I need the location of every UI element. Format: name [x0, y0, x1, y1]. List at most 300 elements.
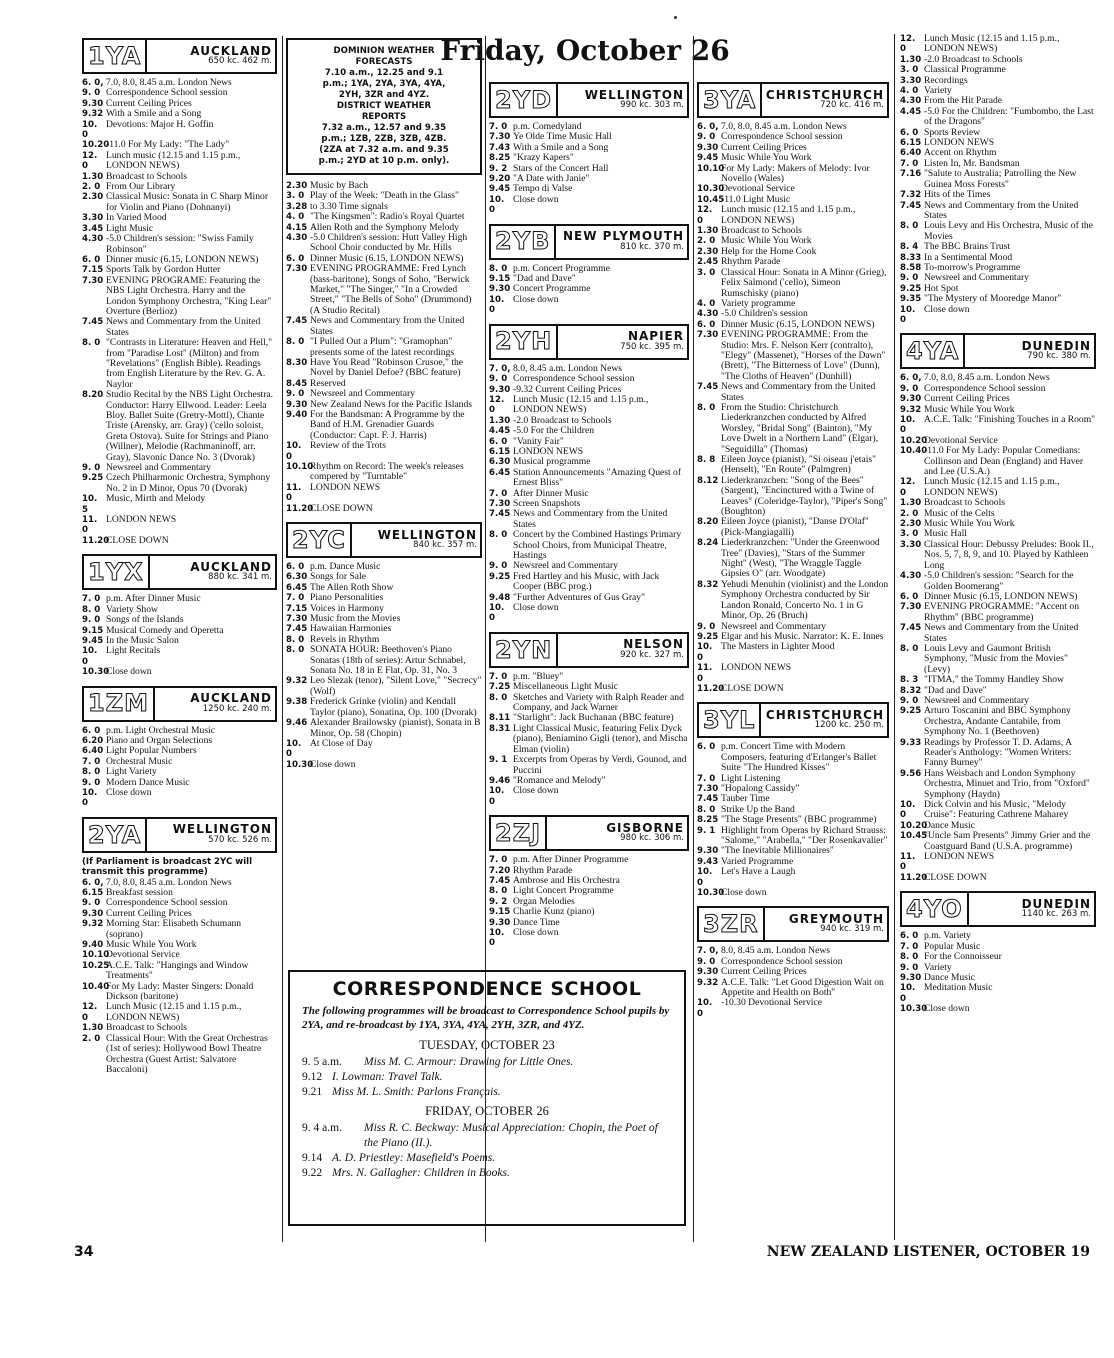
programme-time: 3.30: [900, 75, 922, 86]
programme-text: "A Date with Janie": [513, 173, 590, 185]
programme-item: [286, 760, 482, 770]
programme-item: [82, 615, 277, 625]
programme-time: 10.30: [82, 667, 110, 678]
station-city: CHRISTCHURCH: [765, 87, 884, 102]
programme-time: 8.11: [489, 713, 511, 724]
programme-item: [82, 276, 277, 318]
programme-text: 8.0, 8.45 a.m. London News: [721, 945, 830, 957]
programme-text: Popular Music: [924, 940, 981, 952]
programme-time: 8.58: [900, 262, 922, 273]
programme-item: [82, 151, 277, 172]
programme-time: 7. 0: [286, 593, 305, 604]
station-frequency: 880 kc. 341 m.: [208, 572, 272, 583]
programme-time: 2. 0: [82, 182, 101, 193]
programme-time: 7.45: [697, 382, 719, 393]
station-2ya: [82, 817, 277, 1076]
correspondence-time: 9.22: [302, 1167, 323, 1179]
programme-text: Leo Slezak (tenor), "Silent Love," "Secrecy" (Wolf): [310, 675, 482, 697]
programme-text: Miscellaneous Light Music: [513, 681, 618, 693]
station-call-sign: 2YA: [84, 819, 147, 851]
station-header: [697, 702, 889, 738]
station-2yh: [489, 324, 689, 624]
programme-text: News and Commentary from the United States: [924, 622, 1079, 644]
programme-text: Close down: [513, 785, 559, 797]
programme-time: 7.45: [900, 623, 922, 634]
programme-text: At Close of Day: [310, 737, 373, 749]
programme-item: [286, 264, 482, 316]
station-3yl: [697, 702, 889, 898]
programme-time: 8.45: [286, 378, 308, 389]
programme-item: [489, 928, 689, 949]
programme-text: Voices in Harmony: [310, 602, 384, 614]
programme-time: 10.30: [286, 759, 314, 770]
programme-time: 4.45: [489, 426, 511, 437]
programme-item: [286, 676, 482, 697]
station-city: AUCKLAND: [190, 691, 272, 706]
station-city: AUCKLAND: [190, 559, 272, 574]
programme-text: Broadcast to Schools: [106, 170, 188, 182]
programme-time: 10.20: [900, 820, 928, 831]
programme-text: A.C.E. Talk: "Let Good Digestion Wait on Appetite and Health on Both": [721, 976, 884, 999]
station-city: WELLINGTON: [172, 822, 272, 837]
programme-text: Lunch Music (12.15 and 1.15 p.m., LONDON NEWS): [106, 1001, 242, 1023]
programme-text: Devotional Service: [721, 183, 795, 195]
programme-item: [697, 538, 889, 580]
programme-time: 9.32: [82, 919, 104, 930]
programme-time: 6.30: [286, 572, 308, 583]
programme-time: 11. 0: [82, 515, 98, 536]
programme-item: [697, 684, 889, 694]
column-2: [286, 36, 482, 770]
programme-time: 9.30: [900, 972, 922, 983]
station-frequency: 1140 kc. 263 m.: [1021, 909, 1091, 920]
programme-text: Review of the Trots: [310, 440, 386, 452]
programme-item: [489, 426, 689, 436]
programme-item: [900, 623, 1096, 644]
programme-item: [697, 164, 889, 185]
programme-text: "The Inevitable Millionaires": [721, 845, 834, 857]
programme-item: [900, 305, 1096, 326]
programme-time: 8. 0: [286, 337, 305, 348]
programme-time: 10.30: [900, 1004, 928, 1015]
station-frequency: 940 kc. 319 m.: [820, 924, 884, 935]
programme-time: 9.46: [286, 718, 308, 729]
programme-time: 9. 0: [697, 621, 716, 632]
programme-time: 7. 0: [489, 122, 508, 132]
programme-text: Listen In, Mr. Bandsman: [924, 157, 1020, 169]
programme-time: 10. 0: [489, 927, 505, 949]
programme-text: Breakfast session: [106, 887, 173, 898]
programme-time: 9.45: [82, 635, 104, 646]
programme-text: Classical Music: Sonata in C Sharp Minor for Violin and Piano (Dohnanyi): [106, 191, 269, 213]
programme-text: With a Smile and a Song: [513, 141, 609, 153]
programme-text: p.m. After Dinner Programme: [513, 854, 629, 866]
programme-time: 9. 0: [82, 777, 101, 788]
programme-item: [82, 646, 277, 667]
programme-text: "Salute to Australia; Patrolling the New Guinea Moss Forests": [924, 168, 1077, 190]
programme-time: 8. 0: [82, 338, 101, 349]
programme-text: From Our Library: [106, 181, 176, 193]
correspondence-item: [302, 1151, 672, 1166]
programme-time: 9.32: [697, 977, 719, 988]
programme-text: Piano and Organ Selections: [106, 734, 213, 746]
column-rule: [894, 34, 895, 1240]
station-3zr-continued: [900, 34, 1096, 325]
programme-item: [82, 982, 277, 1003]
programme-text: Correspondence School session: [721, 131, 843, 143]
station-city: DUNEDIN: [1021, 338, 1091, 353]
correspondence-talk: I. Lowman: Travel Talk.: [332, 1071, 443, 1083]
print-speck: [674, 16, 677, 19]
programme-item: [900, 800, 1096, 821]
programme-time: 10.10: [697, 163, 725, 174]
programme-text: From the Hit Parade: [924, 95, 1003, 107]
programme-item: [900, 415, 1096, 436]
station-header-right: [965, 335, 1094, 367]
programme-time: 10. 0: [900, 304, 916, 325]
station-header: [489, 224, 689, 260]
programme-text: Songs for Sale: [310, 571, 366, 583]
programme-time: 9. 0: [697, 132, 716, 143]
correspondence-intro: The following programmes will be broadcast to Correspondence School pupils by 2YA, and re-broadcast by 1YA, 3YA, 4YA, 2YH, 3ZR, and 4YZ.: [302, 1005, 670, 1031]
programme-time: 7.45: [489, 875, 511, 886]
programme-item: [900, 107, 1096, 128]
station-header-right: [762, 84, 887, 116]
programme-time: 8.12: [697, 475, 719, 486]
station-3ya: [697, 82, 889, 694]
programme-time: 10. 0: [697, 642, 713, 663]
column-rule: [693, 36, 694, 1242]
programme-time: 9.30: [82, 98, 104, 109]
programme-item: [82, 494, 277, 515]
programme-time: 4.30: [82, 234, 104, 245]
correspondence-day-items: [302, 1121, 672, 1181]
programme-text: Music Hall: [924, 528, 967, 540]
programme-time: 10.25: [82, 960, 110, 971]
correspondence-school-box: [288, 970, 686, 1226]
programme-item: [900, 873, 1096, 883]
programme-item: [286, 645, 482, 676]
programme-time: 4.30: [900, 571, 922, 582]
programme-time: 7. 0: [82, 594, 101, 605]
station-2yc: [286, 522, 482, 770]
programme-text: Frederick Grinke (violin) and Kendall Taylor (piano), Sonatina, Op. 100 (Dvorak): [310, 696, 477, 718]
programme-time: 8.24: [697, 538, 719, 549]
programme-item: [900, 221, 1096, 242]
programme-item: [82, 919, 277, 940]
programme-text: From the Studio: Christchurch Liederkranzchen conducted by Alfred Worsley, "Bridal Song" (Bainton), "My Love Dwelt in a Northern Land" (Elgar), "Seguidilla" (Thomas): [721, 401, 879, 455]
programme-time: 4.30: [286, 233, 308, 244]
programme-time: 7.45: [697, 794, 719, 805]
station-header: [489, 815, 689, 851]
station-city: DUNEDIN: [1021, 896, 1091, 911]
programme-time: 4.30: [900, 96, 922, 107]
programme-time: 12. 0: [82, 1002, 98, 1023]
programme-time: 11.20: [697, 683, 725, 694]
programme-time: 10.10: [82, 950, 110, 961]
programme-text: Close down: [106, 786, 152, 798]
programme-item: [697, 382, 889, 403]
programme-text: News and Commentary from the United States: [924, 199, 1079, 221]
programme-text: Ye Olde Time Music Hall: [513, 131, 612, 143]
programme-text: CLOSE DOWN: [924, 871, 987, 883]
programme-time: 9.30: [697, 142, 719, 153]
programme-text: Current Ceiling Prices: [106, 907, 192, 919]
programme-time: 11. 0: [286, 482, 302, 504]
programme-text: Music While You Work: [721, 152, 812, 164]
programme-text: Concert by the Combined Hastings Primary School Choirs, from Municipal Theatre, Hastings: [513, 529, 682, 561]
programme-text: p.m. After Dinner Music: [106, 593, 201, 605]
station-frequency: 920 kc. 327 m.: [620, 649, 684, 660]
programme-text: Close down: [513, 293, 559, 305]
station-header-right: [761, 704, 887, 736]
station-frequency: 980 kc. 306 m.: [620, 833, 684, 844]
station-call-sign: 3YA: [699, 84, 762, 116]
programme-item: [697, 205, 889, 226]
programme-text: Let's Have a Laugh: [721, 866, 796, 878]
programme-text: p.m. Dance Music: [310, 561, 381, 572]
programme-time: 12. 0: [82, 150, 98, 172]
programme-time: 6. 0: [900, 931, 919, 942]
programme-time: 1.30: [900, 498, 922, 509]
programme-item: [489, 374, 689, 384]
programme-text: 7.0, 8.0, 8.45 a.m. London News: [106, 876, 232, 888]
programme-text: Rhythm on Record: The week's releases compered by "Turntable": [310, 460, 464, 483]
programme-time: 6.40: [82, 746, 104, 757]
programme-time: 7. 0: [489, 855, 508, 866]
programme-time: 10. 0: [489, 294, 505, 316]
station-header-right: [558, 84, 687, 116]
programme-item: [286, 718, 482, 739]
correspondence-day-items: [302, 1055, 672, 1100]
weather-line: DOMINION WEATHER: [333, 46, 435, 56]
programme-time: 6. 0: [900, 127, 919, 138]
programme-time: 9. 0: [489, 374, 508, 385]
programme-text: Music of the Celts: [924, 507, 995, 519]
correspondence-day: TUESDAY, OCTOBER 23: [419, 1038, 555, 1052]
correspondence-item: [302, 1085, 672, 1100]
programme-item: [900, 477, 1096, 498]
programme-item: [697, 580, 889, 622]
programme-text: Dick Colvin and his Music, "Melody Cruise": Featuring Cathrene Maharey: [924, 799, 1069, 821]
programme-time: 10. 0: [900, 983, 916, 1004]
correspondence-item: [302, 1166, 672, 1181]
programme-item: [82, 788, 277, 809]
programme-item: [286, 389, 482, 399]
programme-time: 7.15: [82, 265, 104, 276]
programme-time: 4.45: [900, 106, 922, 117]
programme-text: A.C.E. Talk: "Hangings and Window Treatments": [106, 959, 249, 982]
programme-text: Tauber Time: [721, 793, 770, 805]
programme-time: 10. 0: [900, 415, 916, 436]
programme-text: Light Music: [106, 222, 154, 234]
programme-item: [82, 390, 277, 463]
programme-item: [900, 602, 1096, 623]
station-2zj: [489, 815, 689, 949]
programme-time: 11. 0: [697, 663, 713, 684]
programme-text: Close down: [106, 666, 152, 678]
programme-item: [900, 540, 1096, 571]
programme-text: Modern Dance Music: [106, 776, 190, 788]
programme-text: Dance Music: [924, 819, 975, 831]
programme-time: 10. 0: [286, 441, 302, 462]
programme-text: Varied Programme: [721, 855, 794, 867]
programme-text: CLOSE DOWN: [721, 682, 784, 694]
station-frequency: 650 kc. 462 m.: [208, 56, 272, 66]
programme-item: [82, 473, 277, 494]
programme-time: 9. 2: [489, 896, 508, 907]
programme-time: 12. 0: [900, 34, 916, 55]
programme-text: Louis Levy and His Orchestra, Music of the Movies: [924, 220, 1093, 242]
programme-time: 3.30: [82, 213, 104, 224]
programme-time: 8.20: [697, 517, 719, 528]
programme-text: "ITMA," the Tommy Handley Show: [924, 674, 1064, 686]
programme-text: For the Connoisseur: [924, 951, 1002, 963]
programme-text: Tempo di Valse: [513, 183, 573, 195]
programme-time: 12. 0: [697, 205, 713, 226]
programme-time: 8. 0: [489, 530, 508, 541]
programme-item: [697, 867, 889, 888]
programme-text: LONDON NEWS: [106, 514, 177, 526]
station-header-right: [150, 556, 275, 588]
station-header: [697, 82, 889, 118]
programme-text: Correspondence School session: [106, 897, 228, 909]
correspondence-talk: Miss M. C. Armour: Drawing for Little Ones.: [364, 1056, 574, 1068]
station-header: [286, 522, 482, 558]
programme-text: Hawaiian Harmonies: [310, 623, 392, 635]
programme-time: 8. 0: [82, 767, 101, 778]
programme-text: "Contrasts in Literature: Heaven and Hell," from "Paradise Lost" (Milton) and from "Revelations" (English Bible). Readings from English Literature by the Rev. G. A. Naylor: [106, 337, 273, 390]
programme-text: Have You Read "Robinson Crusoe," the Novel by Daniel Defoe? (BBC feature): [310, 356, 464, 379]
programme-time: 1.30: [82, 1023, 104, 1034]
programme-text: Variety Show: [106, 603, 158, 615]
correspondence-time: 9. 4 a.m.: [302, 1122, 342, 1134]
programme-time: 10. 0: [82, 119, 98, 141]
programme-text: Light Recitals: [106, 645, 161, 657]
programme-time: 2. 0: [900, 508, 919, 519]
programme-time: 7.30: [286, 614, 308, 625]
programme-time: 6.45: [286, 582, 308, 593]
programme-text: Readings by Professor T. D. Adams, A Reader's Anthology: "Women Writers: Fanny Burney": [924, 736, 1072, 769]
programme-item: [489, 195, 689, 216]
programme-text: Music, Mirth and Melody: [106, 493, 206, 505]
correspondence-talk: Miss M. L. Smith: Parlons Français.: [332, 1086, 501, 1098]
programme-time: 10. 0: [489, 194, 505, 216]
programme-time: 8. 0: [697, 804, 716, 815]
programme-time: 11. 0: [900, 852, 916, 873]
programme-time: 7.45: [900, 200, 922, 211]
programme-time: 7.25: [489, 682, 511, 693]
station-city: GISBORNE: [606, 820, 684, 835]
station-city: GREYMOUTH: [788, 912, 884, 927]
programme-text: -5.0 For the Children: "Fumbombo, the Last of the Dragons": [924, 105, 1094, 128]
station-header: [489, 324, 689, 360]
programme-time: 9. 0: [82, 615, 101, 626]
station-header: [82, 817, 277, 853]
programme-time: 2. 0: [82, 1033, 101, 1044]
programme-text: p.m. Comedyland: [513, 121, 582, 132]
programme-text: Liederkranzchen: "Song of the Bees" (Sargent), "Encinctured with a Twine of Leaves" (Coleridge-Taylor), "Piper's Song" (Boughton): [721, 474, 888, 518]
programme-time: 1.30: [697, 226, 719, 237]
programme-text: EVENING PROGRAME: Featuring the NBS Light Orchestra. Harry and the London Symphony Orchestra, "King Lear" Overture (Berlioz): [106, 274, 272, 317]
programme-text: Strike Up the Band: [721, 803, 795, 815]
programme-time: 6. 0: [489, 436, 508, 447]
station-call-sign: 3ZR: [699, 908, 765, 940]
programme-time: 9.56: [900, 768, 922, 779]
programme-text: "Starlight": Jack Buchanan (BBC feature): [513, 712, 674, 724]
programme-text: Close down: [310, 758, 356, 770]
programme-text: Close down: [513, 926, 559, 938]
programme-text: With a Smile and a Song: [106, 108, 202, 120]
weather-line: p.m.; 1ZB, 2ZB, 3ZB, 4ZB.: [321, 134, 447, 144]
programme-text: Dinner Music (6.15, LONDON NEWS): [721, 318, 875, 330]
programme-time: 9.43: [697, 856, 719, 867]
programme-time: 9. 0: [900, 962, 919, 973]
programme-time: 9.15: [489, 907, 511, 918]
correspondence-talk: A. D. Priestley: Masefield's Poems.: [332, 1152, 496, 1164]
programme-time: 9.30: [82, 908, 104, 919]
programme-item: [82, 192, 277, 213]
programme-time: 7.43: [489, 142, 511, 153]
programme-time: 8. 0: [900, 643, 919, 654]
programme-text: Musical Comedy and Operetta: [106, 624, 224, 636]
programme-text: Station Announcements "Amazing Quest of Ernest Bliss": [513, 466, 682, 489]
programme-item: [82, 536, 277, 546]
programme-time: 10.40: [82, 981, 110, 992]
programme-text: Classical Hour: Debussy Preludes: Book II., Nos. 5, 7, 8, 9, and 10. Played by Kathleen Long: [924, 538, 1094, 571]
programme-time: 6. 0,: [82, 78, 104, 88]
correspondence-item: [302, 1121, 672, 1151]
programme-text: Correspondence School session: [106, 87, 228, 99]
programme-item: [900, 242, 1096, 252]
programme-text: Newsreel and Commentary: [310, 388, 415, 400]
programme-time: 4. 0: [697, 298, 716, 309]
programme-time: 6. 0,: [82, 877, 104, 888]
programme-time: 8.33: [900, 252, 922, 263]
station-header: [489, 82, 689, 118]
programme-time: 6. 0: [697, 319, 716, 330]
programme-item: [697, 826, 889, 847]
station-header-right: [147, 40, 275, 72]
programme-text: Arturo Toscanini and BBC Symphony Orchestra, Andante Cantabile, from Symphony No. 1 (Beethoven): [924, 705, 1071, 738]
programme-time: 10. 0: [286, 738, 302, 760]
programme-text: The Masters in Lighter Mood: [721, 641, 835, 653]
programme-text: p.m. Concert Programme: [513, 262, 610, 274]
programme-text: Broadcast to Schools: [924, 497, 1006, 509]
station-header: [489, 632, 689, 668]
programme-time: 4. 0: [286, 212, 305, 223]
programme-time: 1.30: [489, 415, 511, 426]
publication-footer: NEW ZEALAND LISTENER, OCTOBER 19: [766, 1244, 1090, 1260]
station-frequency: 810 kc. 370 m.: [620, 241, 684, 252]
programme-item: [900, 769, 1096, 800]
programme-time: 9.35: [900, 294, 922, 305]
programme-text: Music by Bach: [310, 180, 369, 191]
programme-text: Close down: [924, 303, 970, 315]
programme-text: -11.0 For My Lady: "The Lady": [106, 139, 230, 151]
programme-item: [82, 1034, 277, 1076]
programme-item: [697, 978, 889, 999]
programme-text: For My Lady: Makers of Melody: Ivor Novello (Wales): [721, 162, 870, 185]
programme-time: 10.45: [697, 194, 725, 205]
programme-time: 3. 0: [900, 529, 919, 540]
programme-text: Variety programme: [721, 297, 796, 309]
programme-time: 7. 0,: [489, 363, 511, 374]
programme-time: 8. 0: [489, 886, 508, 897]
programme-text: LONDON NEWS: [721, 662, 792, 674]
programme-time: 7.45: [286, 316, 308, 327]
programme-text: Dinner Music (6.15, LONDON NEWS): [310, 252, 464, 264]
